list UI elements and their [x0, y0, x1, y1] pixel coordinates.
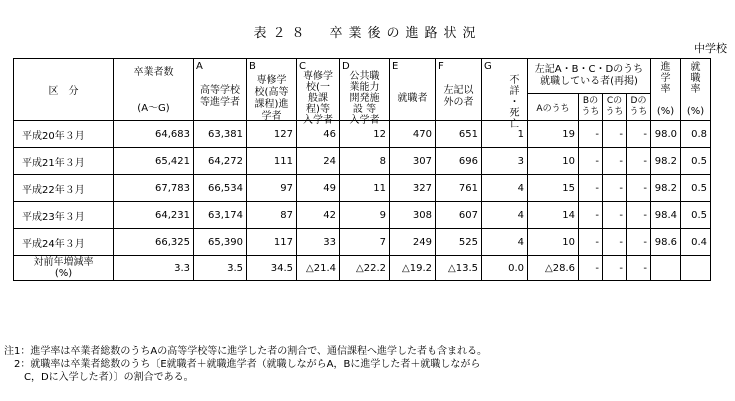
cell-sb: - [579, 148, 603, 175]
advancement-rate-header: 進 学 率 (%) [651, 59, 681, 121]
cell-r2: 0.4 [681, 229, 711, 256]
cell-sa: 19 [528, 121, 579, 148]
cell-E: 470 [390, 121, 436, 148]
col-e-header: E 就職者 [390, 59, 436, 121]
table-row [14, 148, 711, 175]
cell-B: 127 [247, 121, 297, 148]
col-c-header: C 専修学 校(一 般課 程)等 入学者 [297, 59, 340, 121]
cell-F: △13.5 [436, 256, 482, 281]
cell-E: 308 [390, 202, 436, 229]
cell-A: 64,272 [194, 148, 247, 175]
cell-C: △21.4 [297, 256, 340, 281]
employed-subheader: 左記A・B・C・Dのうち 就職している者(再掲) [528, 59, 651, 94]
col-d-header: D 公共職 業能力 開発施 設 等 入学者 [340, 59, 390, 121]
cell-C: 49 [297, 175, 340, 202]
sub-a-header: Aのうち [528, 94, 579, 121]
cell-sa: △28.6 [528, 256, 579, 281]
cell-F: 696 [436, 148, 482, 175]
cell-total: 64,683 [114, 121, 194, 148]
cell-C: 24 [297, 148, 340, 175]
sub-b-header: Bの うち [579, 94, 603, 121]
cell-B: 97 [247, 175, 297, 202]
cell-F: 607 [436, 202, 482, 229]
sub-d-header: Dの うち [627, 94, 651, 121]
note-3: C，Dに入学した者）〕の割合である。 [4, 372, 194, 383]
cell-E: △19.2 [390, 256, 436, 281]
cell-D: △22.2 [340, 256, 390, 281]
cell-sa: 15 [528, 175, 579, 202]
cell-sc: - [603, 148, 627, 175]
cell-G: 4 [482, 229, 528, 256]
cell-sb: - [579, 121, 603, 148]
cell-F: 525 [436, 229, 482, 256]
cell-sd: - [627, 202, 651, 229]
cell-C: 42 [297, 202, 340, 229]
cell-r1 [651, 256, 681, 281]
row-label: 平成21年３月 [14, 148, 114, 175]
cell-B: 117 [247, 229, 297, 256]
cell-r2: 0.5 [681, 202, 711, 229]
cell-E: 249 [390, 229, 436, 256]
cell-A: 65,390 [194, 229, 247, 256]
cell-r2 [681, 256, 711, 281]
employment-rate-header: 就 職 率 (%) [681, 59, 711, 121]
cell-sc: - [603, 202, 627, 229]
cell-total: 67,783 [114, 175, 194, 202]
cell-D: 8 [340, 148, 390, 175]
cell-total: 3.3 [114, 256, 194, 281]
row-label: 対前年増減率 (%) [14, 256, 114, 281]
cell-G: 1 [482, 121, 528, 148]
cell-G: 0.0 [482, 256, 528, 281]
cell-D: 7 [340, 229, 390, 256]
cell-B: 87 [247, 202, 297, 229]
cell-sb: - [579, 175, 603, 202]
cell-A: 63,174 [194, 202, 247, 229]
cell-sc: - [603, 229, 627, 256]
cell-B: 111 [247, 148, 297, 175]
career-table [13, 58, 711, 281]
cell-sa: 10 [528, 229, 579, 256]
cell-sd: - [627, 229, 651, 256]
cell-F: 761 [436, 175, 482, 202]
cell-sd: - [627, 175, 651, 202]
row-label: 平成20年３月 [14, 121, 114, 148]
cell-sb: - [579, 229, 603, 256]
cell-r2: 0.5 [681, 148, 711, 175]
cell-r1: 98.4 [651, 202, 681, 229]
cell-sd: - [627, 256, 651, 281]
row-label: 平成22年３月 [14, 175, 114, 202]
cell-sc: - [603, 175, 627, 202]
cell-C: 33 [297, 229, 340, 256]
cell-r1: 98.6 [651, 229, 681, 256]
note-2: 2：就職率は卒業者総数のうち〔E就職者＋就職進学者（就職しながらA，Bに進学した者＋就職しながら [4, 359, 481, 370]
cell-G: 3 [482, 148, 528, 175]
kubun-header: 区 分 [14, 59, 114, 121]
cell-total: 65,421 [114, 148, 194, 175]
school-type-label: 中学校 [694, 42, 727, 55]
row-label: 平成24年３月 [14, 229, 114, 256]
table-row [14, 175, 711, 202]
cell-G: 4 [482, 202, 528, 229]
table-row [14, 229, 711, 256]
cell-total: 64,231 [114, 202, 194, 229]
col-g-header: G 不 詳 ・ 死 亡 [482, 59, 528, 121]
cell-E: 327 [390, 175, 436, 202]
cell-sa: 10 [528, 148, 579, 175]
cell-sd: - [627, 148, 651, 175]
table-title: 表２８ 卒業後の進路状況 [253, 26, 482, 41]
cell-sc: - [603, 256, 627, 281]
col-b-header: B 専修学 校(高等 課程)進 学者 [247, 59, 297, 121]
row-label: 平成23年３月 [14, 202, 114, 229]
cell-sd: - [627, 121, 651, 148]
cell-F: 651 [436, 121, 482, 148]
cell-r1: 98.0 [651, 121, 681, 148]
sub-c-header: Cの うち [603, 94, 627, 121]
cell-r2: 0.8 [681, 121, 711, 148]
cell-sa: 14 [528, 202, 579, 229]
cell-A: 63,381 [194, 121, 247, 148]
cell-A: 66,534 [194, 175, 247, 202]
cell-r1: 98.2 [651, 175, 681, 202]
cell-D: 9 [340, 202, 390, 229]
cell-D: 11 [340, 175, 390, 202]
cell-D: 12 [340, 121, 390, 148]
cell-sb: - [579, 256, 603, 281]
col-a-header: A 高等学校 等進学者 [194, 59, 247, 121]
col-f-header: F 左記以 外の者 [436, 59, 482, 121]
cell-sc: - [603, 121, 627, 148]
table-row [14, 256, 711, 281]
total-header: 卒業者数 (A～G) [114, 59, 194, 121]
cell-C: 46 [297, 121, 340, 148]
cell-A: 3.5 [194, 256, 247, 281]
cell-r2: 0.5 [681, 175, 711, 202]
cell-G: 4 [482, 175, 528, 202]
cell-E: 307 [390, 148, 436, 175]
cell-B: 34.5 [247, 256, 297, 281]
cell-sb: - [579, 202, 603, 229]
cell-r1: 98.2 [651, 148, 681, 175]
table-row [14, 202, 711, 229]
note-1: 注1：進学率は卒業者総数のうちAの高等学校等に進学した者の割合で、通信課程へ進学した者も含まれる。 [4, 346, 488, 357]
cell-total: 66,325 [114, 229, 194, 256]
